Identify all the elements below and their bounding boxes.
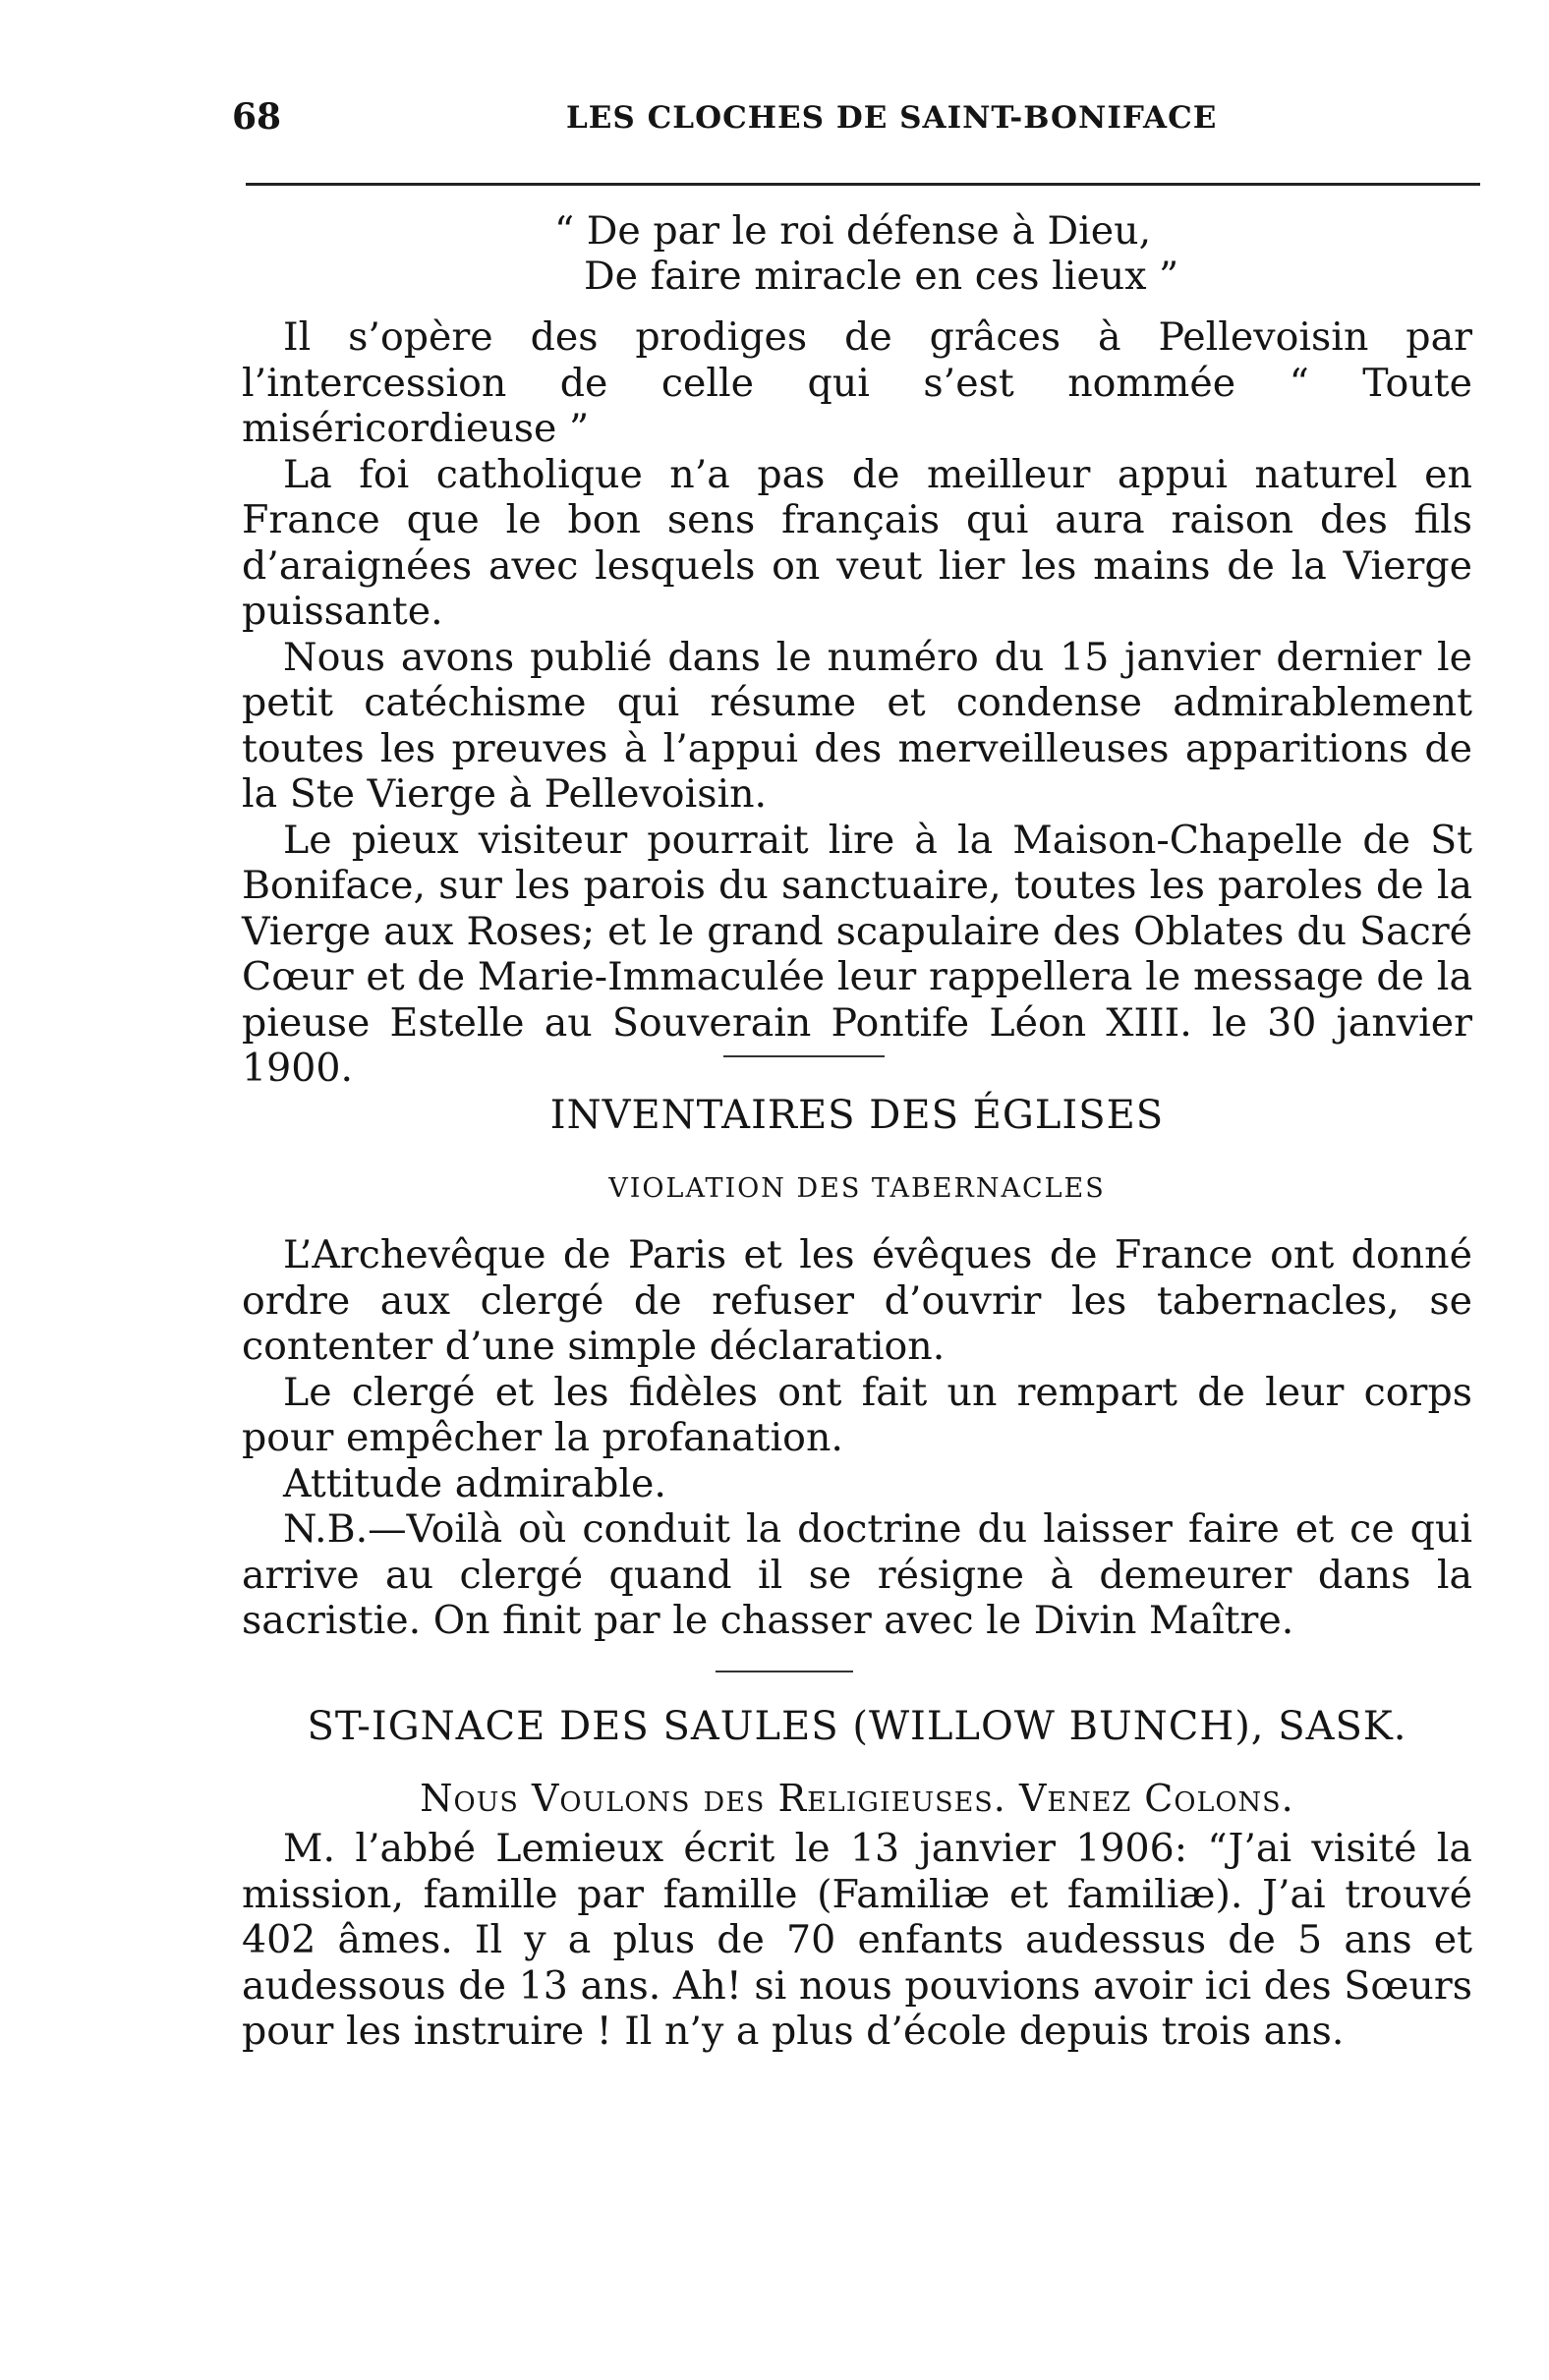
header-rule <box>246 183 1480 186</box>
section-divider <box>723 1055 885 1057</box>
section-inventaires <box>242 1232 1472 1644</box>
paragraph: Il s’opère des prodiges de grâces à Pellevoisin par l’intercession de celle qui s’est nommée “ Toute miséricordieuse ” <box>242 314 1472 451</box>
paragraph: L’Archevêque de Paris et les évêques de France ont donné ordre aux clergé de refuser d’ouvrir les tabernacles, se contenter d’une simple déclaration. <box>242 1232 1472 1369</box>
verse-quote <box>242 208 1472 299</box>
running-head <box>232 96 1480 145</box>
section-divider <box>716 1671 853 1672</box>
paragraph: N.B.—Voilà où conduit la doctrine du laisser faire et ce qui arrive au clergé quand il se résigne à demeurer dans la sacristie. On finit par le chasser avec le Divin Maître. <box>242 1506 1472 1643</box>
running-title: LES CLOCHES DE SAINT-BONIFACE <box>566 100 1218 136</box>
paragraph: Attitude admirable. <box>283 1460 666 1506</box>
section-subtitle: Nous Voulons des Religieuses. Venez Colons. <box>420 1777 1294 1820</box>
section-willow-bunch <box>242 1826 1472 2055</box>
section-pellevoisin <box>242 314 1472 1092</box>
section-subtitle: VIOLATION DES TABERNACLES <box>608 1173 1106 1204</box>
paragraph: Nous avons publié dans le numéro du 15 janvier dernier le petit catéchisme qui résume et condense admirablement toutes les preuves à l’appui des merveilleuses apparitions de la Ste Vierge à Pellevoisin. <box>242 634 1472 817</box>
paragraph: Le pieux visiteur pourrait lire à la Maison-Chapelle de St Boniface, sur les parois du sanctuaire, toutes les paroles de la Vierge aux Roses; et le grand scapulaire des Oblates du Sacré Cœur et de Marie-Immaculée leur rappellera le message de la pieuse Estelle au Souverain Pontife Léon XIII. le 30 janvier 1900. <box>242 817 1472 1091</box>
verse-line-1: “ De par le roi défense à Dieu, <box>554 208 1152 254</box>
paragraph: La foi catholique n’a pas de meilleur appui naturel en France que le bon sens français qui aura raison des fils d’araignées avec lesquels on veut lier les mains de la Vierge puissante. <box>242 451 1472 634</box>
verse-line-2: De faire miracle en ces lieux ” <box>584 254 1179 299</box>
paragraph: Le clergé et les fidèles ont fait un rempart de leur corps pour empêcher la profanation. <box>242 1369 1472 1460</box>
section-title: ST-IGNACE DES SAULES (WILLOW BUNCH), SASK. <box>307 1704 1407 1749</box>
section-title: INVENTAIRES DES ÉGLISES <box>549 1093 1165 1138</box>
paragraph: M. l’abbé Lemieux écrit le 13 janvier 1906: “J’ai visité la mission, famille par famille (Familiæ et familiæ). J’ai trouvé 402 âmes. Il y a plus de 70 enfants audessus de 5 ans et audessous de 13 ans. Ah! si nous pouvions avoir ici des Sœurs pour les instruire ! Il n’y a plus d’école depuis trois ans. <box>242 1826 1472 2054</box>
page-number: 68 <box>232 96 282 138</box>
